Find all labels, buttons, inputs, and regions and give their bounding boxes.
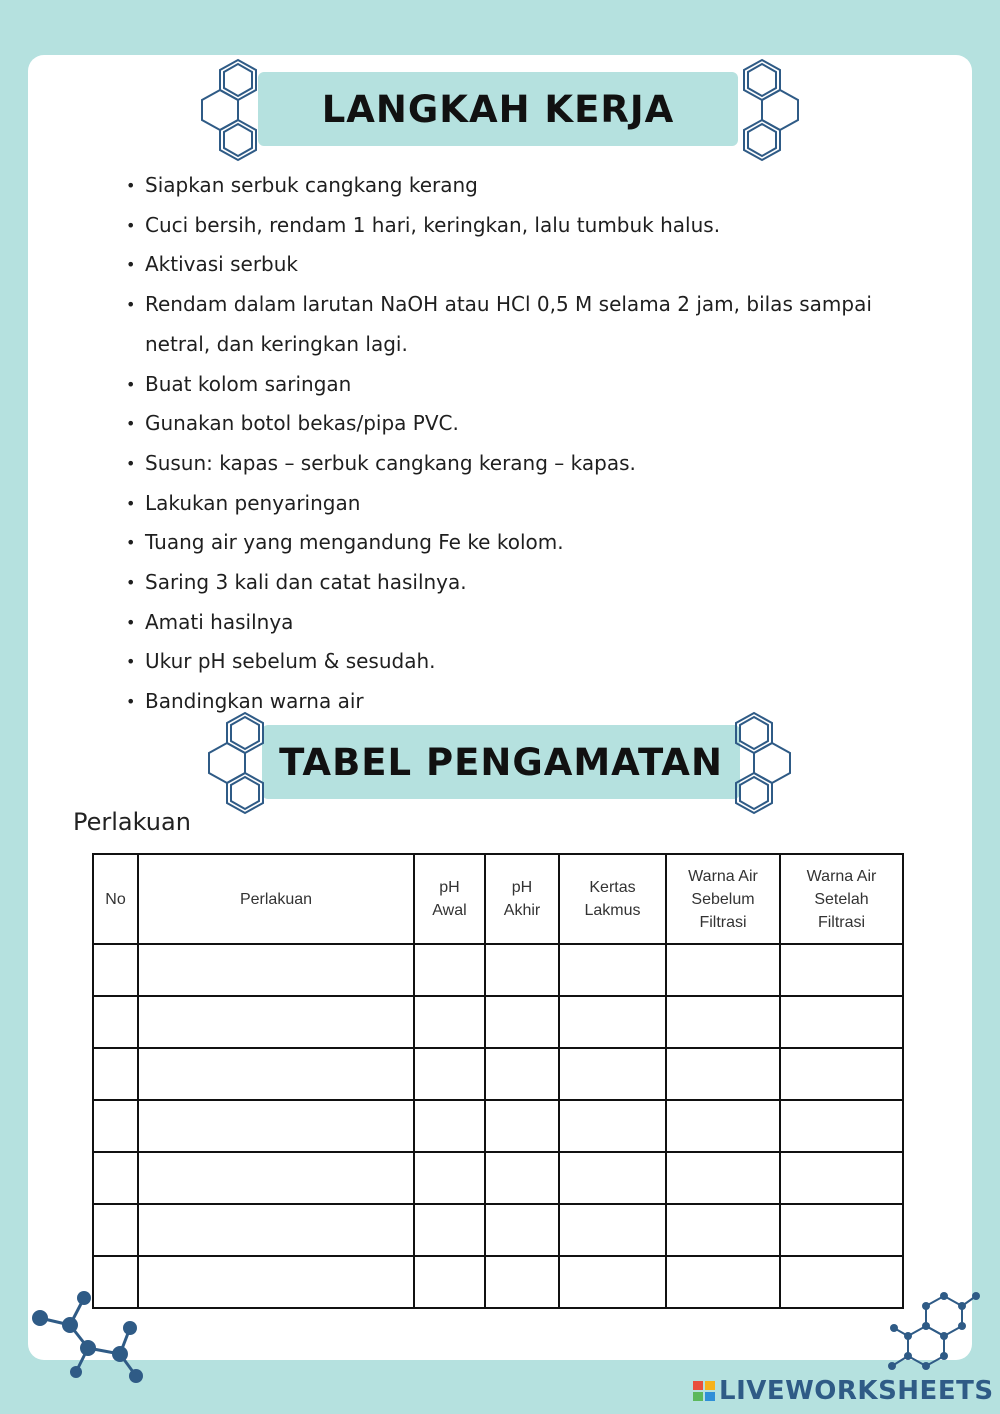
table-header-row — [93, 854, 903, 944]
column-header-no: No — [93, 854, 138, 944]
table-cell[interactable] — [485, 1256, 559, 1308]
list-item: • Susun: kapas – serbuk cangkang kerang – kapas. — [120, 444, 880, 484]
table-cell[interactable] — [485, 996, 559, 1048]
table-cell[interactable] — [485, 1152, 559, 1204]
list-item: • Lakukan penyaringan — [120, 484, 880, 524]
table-cell[interactable] — [414, 1204, 485, 1256]
list-item: • Buat kolom saringan — [120, 365, 880, 405]
molecule-network-icon — [26, 1288, 156, 1388]
table-cell[interactable] — [559, 1100, 666, 1152]
table-cell[interactable] — [93, 1152, 138, 1204]
table-row — [93, 944, 903, 996]
brand-name: LIVEWORKSHEETS — [719, 1376, 994, 1406]
list-item: • Saring 3 kali dan catat hasilnya. — [120, 563, 880, 603]
table-cell[interactable] — [559, 1204, 666, 1256]
column-header-kertas-lakmus: Kertas Lakmus — [559, 854, 666, 944]
table-cell[interactable] — [414, 944, 485, 996]
table-cell[interactable] — [780, 1100, 903, 1152]
table-cell[interactable] — [559, 944, 666, 996]
table-subtitle: Perlakuan — [73, 808, 191, 836]
table-row — [93, 1204, 903, 1256]
table-cell[interactable] — [666, 1100, 780, 1152]
table-cell[interactable] — [138, 1204, 414, 1256]
molecule-icon — [728, 708, 794, 818]
table-cell[interactable] — [780, 1152, 903, 1204]
table-row — [93, 1048, 903, 1100]
table-cell[interactable] — [780, 996, 903, 1048]
table-cell[interactable] — [138, 1152, 414, 1204]
table-cell[interactable] — [414, 996, 485, 1048]
table-cell[interactable] — [138, 1100, 414, 1152]
table-cell[interactable] — [138, 996, 414, 1048]
list-item: • Ukur pH sebelum & sesudah. — [120, 642, 880, 682]
section-title: TABEL PENGAMATAN — [279, 740, 723, 784]
table-cell[interactable] — [780, 944, 903, 996]
column-header-ph-akhir: pH Akhir — [485, 854, 559, 944]
table-cell[interactable] — [414, 1048, 485, 1100]
table-cell[interactable] — [485, 944, 559, 996]
table-cell[interactable] — [485, 1204, 559, 1256]
list-item: • Bandingkan warna air — [120, 682, 880, 722]
column-header-warna-setelah: Warna Air Setelah Filtrasi — [780, 854, 903, 944]
list-item: • Gunakan botol bekas/pipa PVC. — [120, 404, 880, 444]
list-item: • Tuang air yang mengandung Fe ke kolom. — [120, 523, 880, 563]
table-cell[interactable] — [559, 996, 666, 1048]
table-cell[interactable] — [666, 1152, 780, 1204]
table-row — [93, 1100, 903, 1152]
liveworksheets-logo[interactable] — [693, 1374, 994, 1408]
section-banner-langkah-kerja — [258, 72, 738, 146]
table-row — [93, 1152, 903, 1204]
list-item: • Amati hasilnya — [120, 603, 880, 643]
list-item: • Aktivasi serbuk — [120, 245, 880, 285]
table-row — [93, 996, 903, 1048]
section-banner-tabel-pengamatan — [262, 725, 740, 799]
steps-list — [120, 166, 880, 722]
table-cell[interactable] — [666, 1048, 780, 1100]
column-header-warna-sebelum: Warna Air Sebelum Filtrasi — [666, 854, 780, 944]
molecule-network-icon — [884, 1284, 984, 1380]
logo-mark-icon — [693, 1381, 715, 1401]
column-header-ph-awal: pH Awal — [414, 854, 485, 944]
table-cell[interactable] — [93, 996, 138, 1048]
molecule-icon — [736, 55, 802, 165]
table-cell[interactable] — [93, 1204, 138, 1256]
table-cell[interactable] — [93, 1100, 138, 1152]
table-cell[interactable] — [414, 1256, 485, 1308]
observation-table — [92, 853, 904, 1309]
table-cell[interactable] — [414, 1100, 485, 1152]
list-item: • Cuci bersih, rendam 1 hari, keringkan, lalu tumbuk halus. — [120, 206, 880, 246]
molecule-icon — [198, 55, 264, 165]
table-cell[interactable] — [666, 944, 780, 996]
table-cell[interactable] — [559, 1048, 666, 1100]
table-cell[interactable] — [666, 996, 780, 1048]
table-cell[interactable] — [780, 1204, 903, 1256]
table-cell[interactable] — [93, 944, 138, 996]
table-cell[interactable] — [559, 1152, 666, 1204]
molecule-icon — [205, 708, 271, 818]
table-cell[interactable] — [666, 1256, 780, 1308]
table-cell[interactable] — [559, 1256, 666, 1308]
list-item: • Siapkan serbuk cangkang kerang — [120, 166, 880, 206]
table-cell[interactable] — [414, 1152, 485, 1204]
column-header-perlakuan: Perlakuan — [138, 854, 414, 944]
table-cell[interactable] — [138, 944, 414, 996]
table-cell[interactable] — [138, 1048, 414, 1100]
section-title: LANGKAH KERJA — [321, 87, 675, 131]
list-item: • Rendam dalam larutan NaOH atau HCl 0,5 M selama 2 jam, bilas sampai netral, dan keringkan lagi. — [120, 285, 880, 364]
table-cell[interactable] — [93, 1048, 138, 1100]
table-cell[interactable] — [485, 1100, 559, 1152]
table-cell[interactable] — [485, 1048, 559, 1100]
table-cell[interactable] — [666, 1204, 780, 1256]
table-row — [93, 1256, 903, 1308]
table-cell[interactable] — [138, 1256, 414, 1308]
table-cell[interactable] — [780, 1048, 903, 1100]
